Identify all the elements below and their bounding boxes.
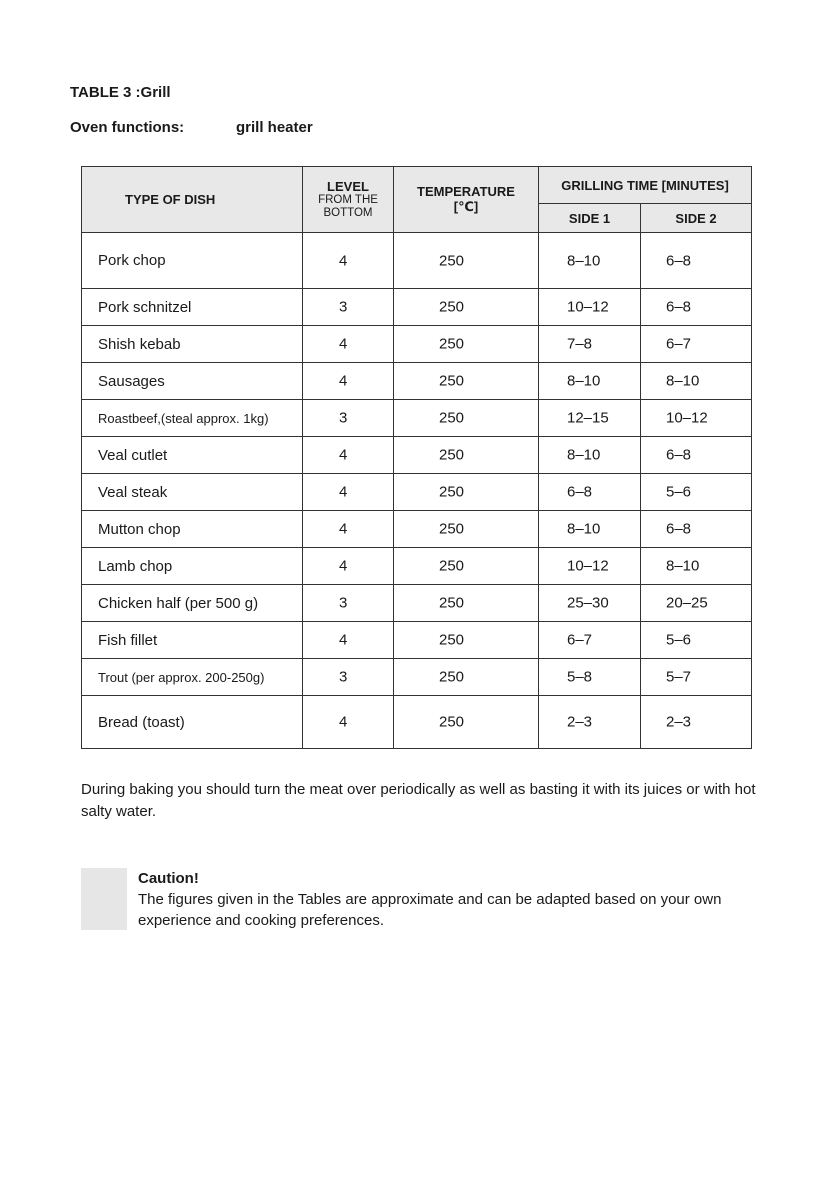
temperature-cell bbox=[394, 474, 539, 511]
side2-cell bbox=[641, 585, 752, 622]
temperature-cell bbox=[394, 585, 539, 622]
temperature-cell bbox=[394, 511, 539, 548]
temperature-cell-value: 250 bbox=[439, 372, 465, 390]
table-row bbox=[82, 659, 752, 696]
temperature-cell bbox=[394, 233, 539, 289]
header-level bbox=[303, 167, 394, 233]
level-cell-value: 4 bbox=[339, 713, 348, 731]
level-cell-value: 4 bbox=[339, 252, 348, 269]
table-row bbox=[82, 585, 752, 622]
level-cell bbox=[303, 696, 394, 749]
side2-cell-value: 5–6 bbox=[666, 631, 692, 649]
level-cell-value: 4 bbox=[339, 631, 348, 649]
dish-cell: Pork schnitzel bbox=[82, 289, 303, 326]
header-level-sub1: FROM THE bbox=[318, 194, 378, 206]
temperature-cell bbox=[394, 363, 539, 400]
header-temperature-label: TEMPERATURE bbox=[417, 184, 515, 199]
side1-cell bbox=[539, 548, 641, 585]
side1-cell-value: 25–30 bbox=[567, 594, 609, 612]
side1-cell bbox=[539, 622, 641, 659]
level-cell-value: 4 bbox=[339, 446, 348, 464]
header-side1: SIDE 1 bbox=[539, 204, 641, 233]
level-cell-value: 3 bbox=[339, 409, 348, 427]
dish-cell: Trout (per approx. 200-250g) bbox=[82, 659, 303, 696]
level-cell bbox=[303, 437, 394, 474]
side1-cell-value: 8–10 bbox=[567, 520, 601, 538]
side1-cell-value: 5–8 bbox=[567, 668, 593, 686]
level-cell bbox=[303, 659, 394, 696]
table-row bbox=[82, 696, 752, 749]
side2-cell-value: 5–7 bbox=[666, 668, 692, 686]
temperature-cell-value: 250 bbox=[439, 446, 465, 464]
header-temperature bbox=[394, 167, 539, 233]
side1-cell bbox=[539, 289, 641, 326]
table-row bbox=[82, 437, 752, 474]
side1-cell bbox=[539, 474, 641, 511]
oven-functions-label: Oven functions: bbox=[70, 119, 185, 136]
temperature-cell-value: 250 bbox=[439, 557, 465, 575]
dish-cell: Lamb chop bbox=[82, 548, 303, 585]
header-temperature-unit: [℃] bbox=[453, 199, 479, 214]
temperature-cell-value: 250 bbox=[439, 520, 465, 538]
side2-cell-value: 8–10 bbox=[666, 557, 700, 575]
header-grilling-time: GRILLING TIME [MINUTES] bbox=[539, 167, 752, 204]
level-cell bbox=[303, 622, 394, 659]
oven-functions bbox=[70, 119, 313, 136]
temperature-cell bbox=[394, 696, 539, 749]
side2-cell-value: 6–8 bbox=[666, 446, 692, 464]
side1-cell-value: 7–8 bbox=[567, 335, 593, 353]
level-cell bbox=[303, 400, 394, 437]
dish-cell: Sausages bbox=[82, 363, 303, 400]
side2-cell-value: 2–3 bbox=[666, 713, 692, 731]
side2-cell bbox=[641, 437, 752, 474]
level-cell-value: 4 bbox=[339, 372, 348, 390]
dish-cell: Pork chop bbox=[82, 233, 303, 289]
temperature-cell-value: 250 bbox=[439, 335, 465, 353]
level-cell-value: 3 bbox=[339, 298, 348, 316]
side1-cell-value: 10–12 bbox=[567, 557, 609, 575]
side1-cell-value: 6–7 bbox=[567, 631, 593, 649]
temperature-cell-value: 250 bbox=[439, 298, 465, 316]
side1-cell bbox=[539, 511, 641, 548]
dish-cell: Roastbeef,(steal approx. 1kg) bbox=[82, 400, 303, 437]
side1-cell-value: 8–10 bbox=[567, 446, 601, 464]
table-row bbox=[82, 511, 752, 548]
table-row bbox=[82, 233, 752, 289]
side2-cell bbox=[641, 363, 752, 400]
grill-table bbox=[81, 166, 752, 749]
level-cell-value: 4 bbox=[339, 520, 348, 538]
side2-cell-value: 6–8 bbox=[666, 298, 692, 316]
side2-cell-value: 5–6 bbox=[666, 483, 692, 501]
level-cell bbox=[303, 548, 394, 585]
table-row bbox=[82, 474, 752, 511]
header-side2: SIDE 2 bbox=[641, 204, 752, 233]
level-cell-value: 3 bbox=[339, 594, 348, 612]
level-cell bbox=[303, 585, 394, 622]
side2-cell-value: 10–12 bbox=[666, 409, 708, 427]
side2-cell bbox=[641, 289, 752, 326]
dish-cell: Chicken half (per 500 g) bbox=[82, 585, 303, 622]
side2-cell-value: 6–7 bbox=[666, 335, 692, 353]
side2-cell bbox=[641, 622, 752, 659]
level-cell bbox=[303, 289, 394, 326]
side1-cell bbox=[539, 233, 641, 289]
level-cell bbox=[303, 326, 394, 363]
temperature-cell bbox=[394, 437, 539, 474]
dish-cell: Veal steak bbox=[82, 474, 303, 511]
temperature-cell-value: 250 bbox=[439, 713, 465, 731]
side2-cell bbox=[641, 548, 752, 585]
table-row bbox=[82, 400, 752, 437]
caution-block bbox=[138, 868, 748, 931]
side2-cell-value: 6–8 bbox=[666, 520, 692, 538]
level-cell-value: 4 bbox=[339, 557, 348, 575]
level-cell bbox=[303, 474, 394, 511]
temperature-cell bbox=[394, 659, 539, 696]
side1-cell bbox=[539, 400, 641, 437]
side1-cell-value: 6–8 bbox=[567, 483, 593, 501]
caution-text: The figures given in the Tables are approximate and can be adapted based on your own experience and cooking preferences. bbox=[138, 891, 722, 929]
table-row bbox=[82, 363, 752, 400]
header-level-sub2: BOTTOM bbox=[323, 207, 373, 219]
side1-cell bbox=[539, 696, 641, 749]
side1-cell-value: 2–3 bbox=[567, 713, 593, 731]
level-cell bbox=[303, 511, 394, 548]
oven-functions-value: grill heater bbox=[236, 119, 313, 136]
temperature-cell bbox=[394, 400, 539, 437]
table-row bbox=[82, 289, 752, 326]
temperature-cell bbox=[394, 326, 539, 363]
level-cell bbox=[303, 233, 394, 289]
side1-cell bbox=[539, 326, 641, 363]
side1-cell-value: 8–10 bbox=[567, 372, 601, 390]
side2-cell bbox=[641, 696, 752, 749]
caution-heading: Caution! bbox=[138, 870, 199, 887]
side2-cell bbox=[641, 659, 752, 696]
side2-cell bbox=[641, 400, 752, 437]
temperature-cell-value: 250 bbox=[439, 409, 465, 427]
level-cell-value: 4 bbox=[339, 335, 348, 353]
side2-cell-value: 20–25 bbox=[666, 594, 708, 612]
side1-cell-value: 12–15 bbox=[567, 409, 609, 427]
side1-cell bbox=[539, 363, 641, 400]
header-type-of-dish: TYPE OF DISH bbox=[82, 167, 303, 233]
temperature-cell-value: 250 bbox=[439, 252, 465, 269]
dish-cell: Mutton chop bbox=[82, 511, 303, 548]
side2-cell bbox=[641, 474, 752, 511]
side2-cell bbox=[641, 233, 752, 289]
baking-note: During baking you should turn the meat over periodically as well as basting it with its juices or with hot salty water. bbox=[81, 781, 756, 820]
side1-cell bbox=[539, 585, 641, 622]
temperature-cell bbox=[394, 622, 539, 659]
level-cell bbox=[303, 363, 394, 400]
side2-cell bbox=[641, 326, 752, 363]
table-row bbox=[82, 622, 752, 659]
temperature-cell-value: 250 bbox=[439, 594, 465, 612]
temperature-cell-value: 250 bbox=[439, 483, 465, 501]
table-row bbox=[82, 548, 752, 585]
temperature-cell-value: 250 bbox=[439, 631, 465, 649]
caution-marker bbox=[81, 868, 127, 930]
side2-cell-value: 8–10 bbox=[666, 372, 700, 390]
dish-cell: Bread (toast) bbox=[82, 696, 303, 749]
temperature-cell bbox=[394, 289, 539, 326]
side1-cell bbox=[539, 659, 641, 696]
table-row bbox=[82, 326, 752, 363]
side2-cell-value: 6–8 bbox=[666, 252, 692, 269]
temperature-cell bbox=[394, 548, 539, 585]
side1-cell bbox=[539, 437, 641, 474]
level-cell-value: 3 bbox=[339, 668, 348, 686]
page-title: TABLE 3 :Grill bbox=[70, 84, 171, 101]
dish-cell: Fish fillet bbox=[82, 622, 303, 659]
side1-cell-value: 8–10 bbox=[567, 252, 601, 269]
dish-cell: Veal cutlet bbox=[82, 437, 303, 474]
header-level-label: LEVEL bbox=[327, 179, 369, 194]
side2-cell bbox=[641, 511, 752, 548]
dish-cell: Shish kebab bbox=[82, 326, 303, 363]
temperature-cell-value: 250 bbox=[439, 668, 465, 686]
level-cell-value: 4 bbox=[339, 483, 348, 501]
side1-cell-value: 10–12 bbox=[567, 298, 609, 316]
